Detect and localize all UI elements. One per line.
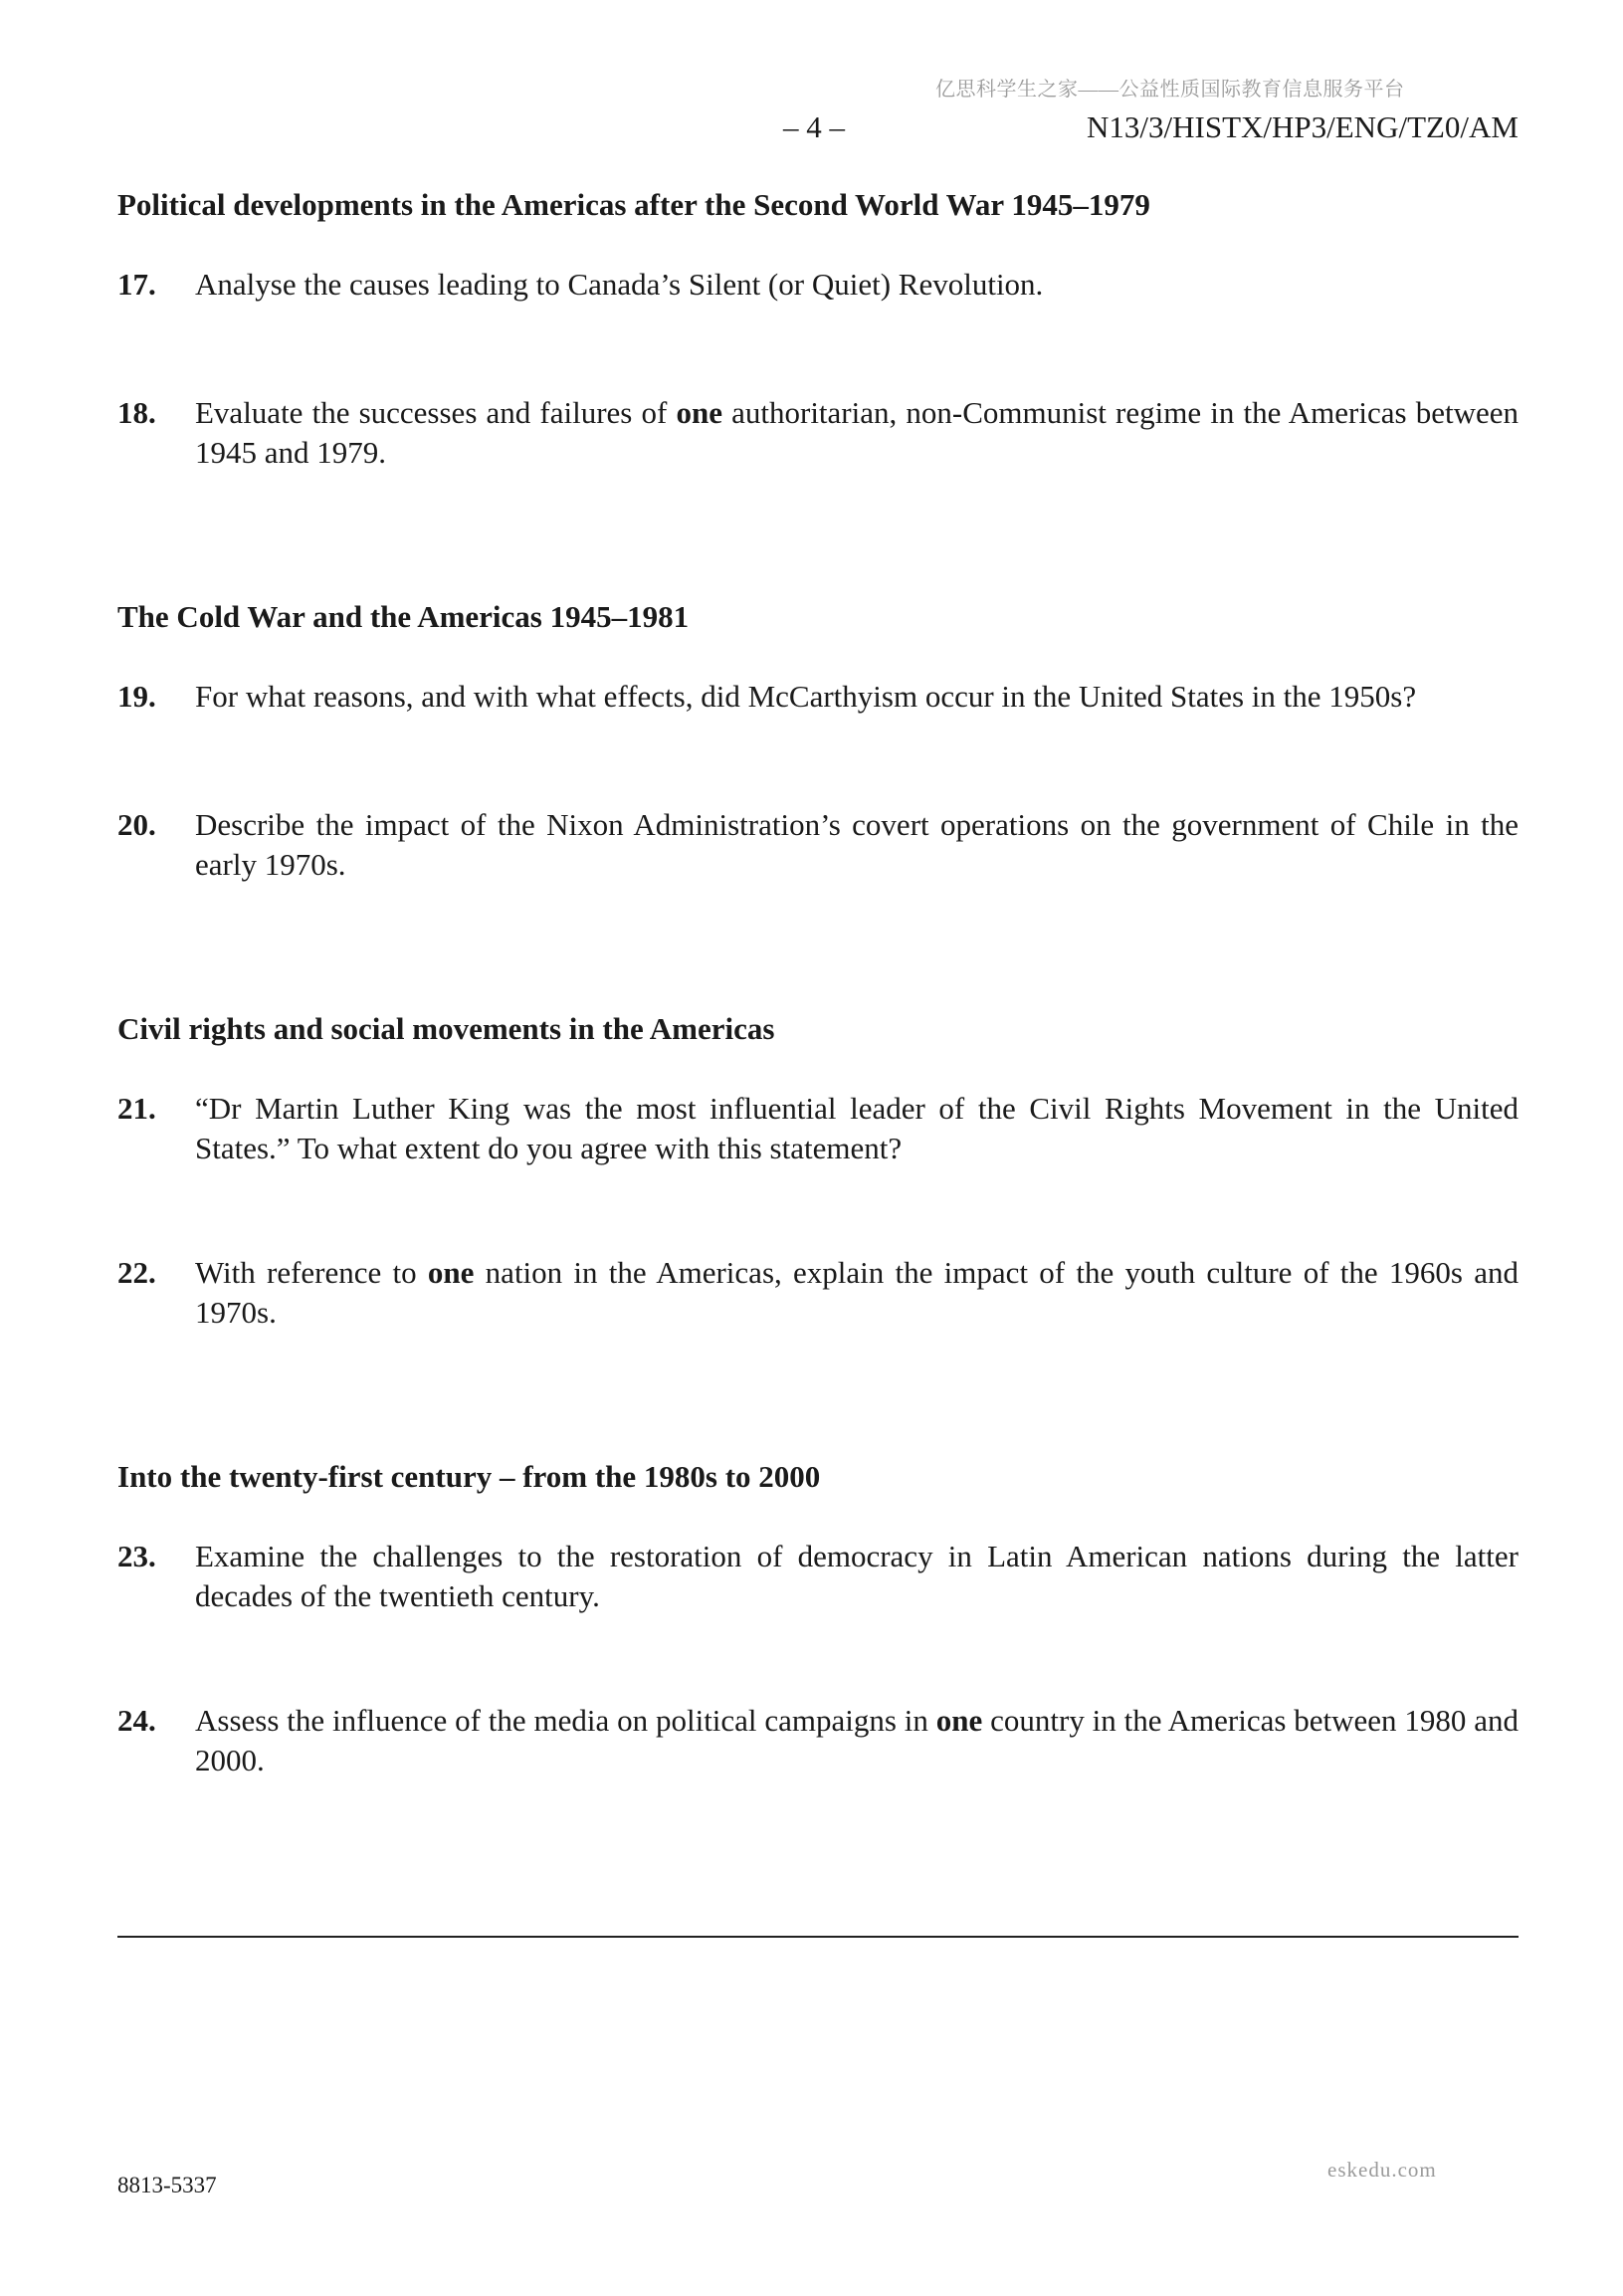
question-number: 20. (117, 807, 156, 842)
emphasis-one: one (935, 1703, 983, 1738)
end-rule-divider (117, 1936, 1519, 1938)
question-text: Evaluate the successes and failures of one authoritarian, non-Communist regime in the Americas between 1945 and 1979. (195, 395, 1519, 470)
question-number: 22. (117, 1255, 156, 1290)
question-text: Assess the influence of the media on political campaigns in one country in the Americas between 1980 and 2000. (195, 1703, 1519, 1777)
question-text: Examine the challenges to the restoration of democracy in Latin American nations during the latter decades of the twentieth century. (195, 1539, 1519, 1613)
question-text: “Dr Martin Luther King was the most influential leader of the Civil Rights Movement in the United States.” To what extent do you agree with this statement? (195, 1091, 1519, 1165)
question-number: 23. (117, 1539, 156, 1573)
section-title-twenty-first-century: Into the twenty-first century – from the 1980s to 2000 (117, 1459, 821, 1494)
question-20 (117, 805, 1519, 885)
paper-code: N13/3/HISTX/HP3/ENG/TZ0/AM (1087, 109, 1519, 144)
question-text: For what reasons, and with what effects, did McCarthyism occur in the United States in the 1950s? (195, 679, 1417, 714)
question-23 (117, 1537, 1519, 1616)
question-19 (117, 677, 1519, 717)
question-number: 21. (117, 1091, 156, 1126)
emphasis-one: one (676, 395, 722, 430)
question-text: With reference to one nation in the Americas, explain the impact of the youth culture of the 1960s and 1970s. (195, 1255, 1520, 1330)
question-24 (117, 1701, 1519, 1780)
section-title-cold-war: The Cold War and the Americas 1945–1981 (117, 599, 690, 634)
question-18 (117, 393, 1519, 473)
emphasis-one: one (427, 1255, 475, 1290)
section-title-civil-rights: Civil rights and social movements in the Americas (117, 1011, 775, 1046)
question-number: 18. (117, 395, 156, 430)
question-number: 24. (117, 1703, 156, 1738)
question-text: Describe the impact of the Nixon Administration’s covert operations on the government of Chile in the early 1970s. (195, 807, 1519, 882)
question-17 (117, 265, 1519, 305)
question-21 (117, 1089, 1519, 1168)
page-number: – 4 – (783, 109, 845, 144)
question-number: 19. (117, 679, 156, 714)
question-number: 17. (117, 267, 156, 302)
footer-watermark-site: eskedu.com (1327, 2158, 1437, 2182)
footer-paper-number: 8813-5337 (117, 2173, 217, 2197)
question-text: Analyse the causes leading to Canada’s Silent (or Quiet) Revolution. (195, 267, 1044, 302)
question-22 (117, 1253, 1519, 1333)
watermark-header: 亿思科学生之家——公益性质国际教育信息服务平台 (935, 79, 1405, 101)
section-title-political-developments: Political developments in the Americas after the Second World War 1945–1979 (117, 187, 1150, 222)
